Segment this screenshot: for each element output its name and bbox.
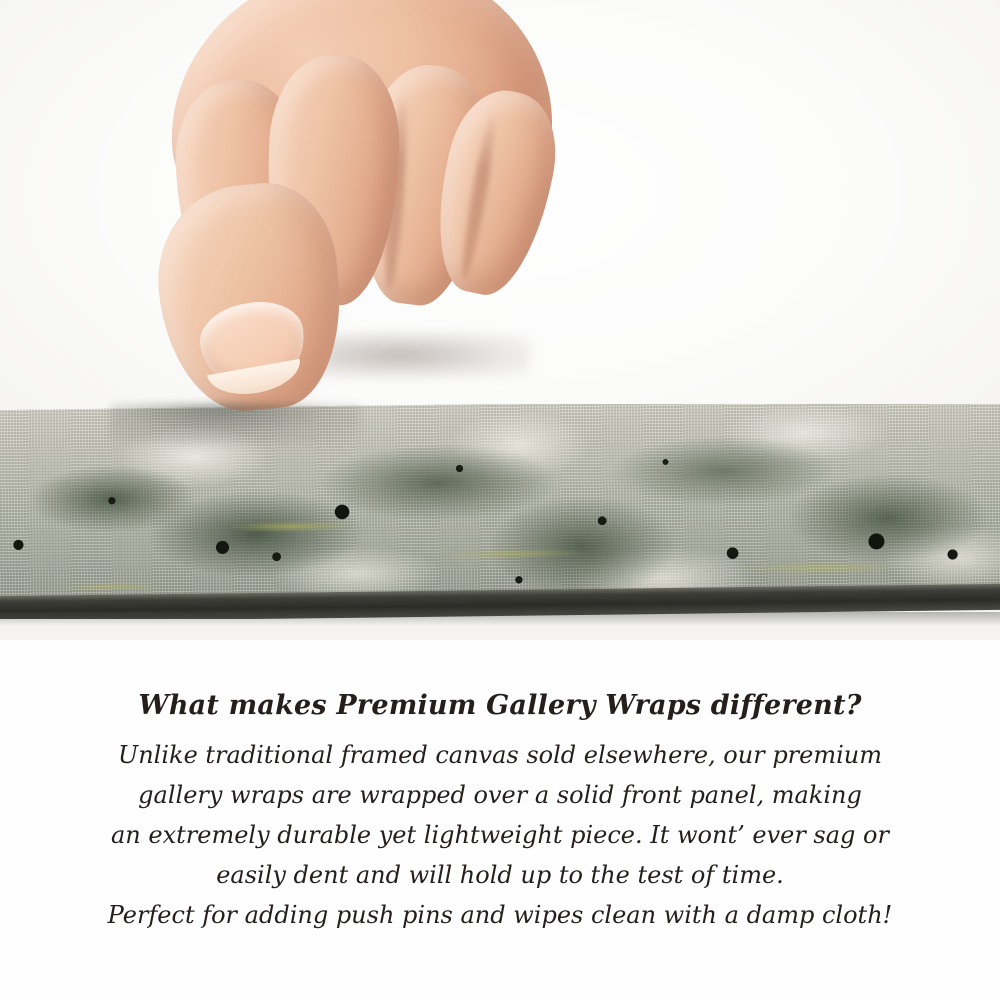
- caption-line-1: Unlike traditional framed canvas sold elsewhere, our premium: [117, 741, 882, 769]
- caption-line-4: easily dent and will hold up to the test of time.: [216, 861, 784, 889]
- caption-line-2: gallery wraps are wrapped over a solid front panel, making: [138, 781, 862, 809]
- finger-contact-shadow: [110, 404, 360, 444]
- caption-block: [0, 690, 1000, 935]
- caption-heading: What makes Premium Gallery Wraps different?: [138, 690, 862, 721]
- hand-illustration: [150, 0, 570, 430]
- caption-line-5: Perfect for adding push pins and wipes clean with a damp cloth!: [107, 901, 893, 929]
- panel-drop-shadow: [0, 612, 1000, 626]
- caption-line-3: an extremely durable yet lightweight piece. It wont’ ever sag or: [111, 821, 889, 849]
